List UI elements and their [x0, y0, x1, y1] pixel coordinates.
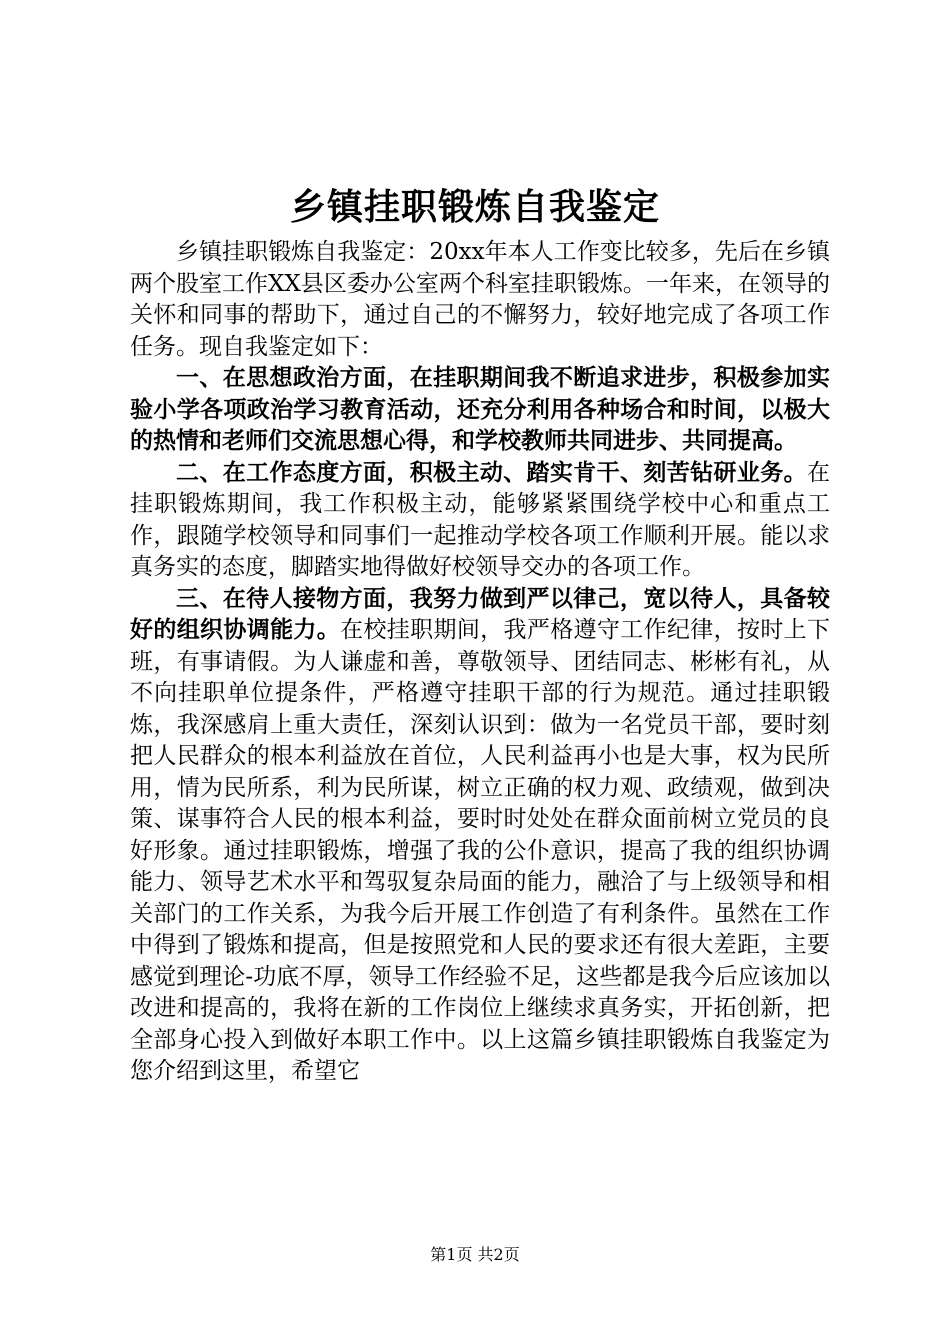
section-2-paragraph	[130, 458, 830, 584]
section-2-body: 在挂职锻炼期间，我工作积极主动，能够紧紧围绕学校中心和重点工作，跟随学校领导和同事们一起推动学校各项工作顺利开展。能以求真务实的态度，脚踏实地得做好校领导交办的各项工作。	[130, 459, 830, 580]
intro-paragraph: 乡镇挂职锻炼自我鉴定：20xx年本人工作变比较多，先后在乡镇两个股室工作XX县区委办公室两个科室挂职锻炼。一年来，在领导的关怀和同事的帮助下，通过自己的不懈努力，较好地完成了各项工作任务。现自我鉴定如下：	[130, 239, 830, 360]
page-number-footer: 第1页 共2页	[430, 1245, 520, 1264]
document-body	[130, 237, 830, 1088]
section-1-paragraph: 一、在思想政治方面，在挂职期间我不断追求进步，积极参加实验小学各项政治学习教育活动，还充分利用各种场合和时间，以极大的热情和老师们交流思想心得，和学校教师共同进步、共同提高。	[130, 365, 830, 454]
document-title: 乡镇挂职锻炼自我鉴定	[289, 186, 660, 228]
section-3-heading: 三、在待人接物方面，我努力做到严以律己，宽以待人，具备较好的组织协调能力。	[130, 585, 830, 643]
section-2-heading: 二、在工作态度方面，积极主动、踏实肯干、刻苦钻研业务。	[176, 459, 807, 486]
section-3-body: 在校挂职期间，我严格遵守工作纪律，按时上下班，有事请假。为人谦虚和善，尊敬领导、团结同志、彬彬有礼，从不向挂职单位提条件，严格遵守挂职干部的行为规范。通过挂职锻炼，我深感肩上重大责任，深刻认识到：做为一名党员干部，要时刻把人民群众的根本利益放在首位，人民利益再小也是大事，权为民所用，情为民所系，利为民所谋，树立正确的权力观、政绩观，做到决策、谋事符合人民的根本利益，要时时处处在群众面前树立党员的良好形象。通过挂职锻炼，增强了我的公仆意识，提高了我的组织协调能力、领导艺术水平和驾驭复杂局面的能力，融洽了与上级领导和相关部门的工作关系，为我今后开展工作创造了有利条件。虽然在工作中得到了锻炼和提高，但是按照党和人民的要求还有很大差距，主要感觉到理论-功底不厚，领导工作经验不足，这些都是我今后应该加以改进和提高的，我将在新的工作岗位上继续求真务实，开拓创新，把全部身心投入到做好本职工作中。以上这篇乡镇挂职锻炼自我鉴定为您介绍到这里，希望它	[130, 617, 831, 1084]
section-3-paragraph	[130, 584, 830, 1088]
